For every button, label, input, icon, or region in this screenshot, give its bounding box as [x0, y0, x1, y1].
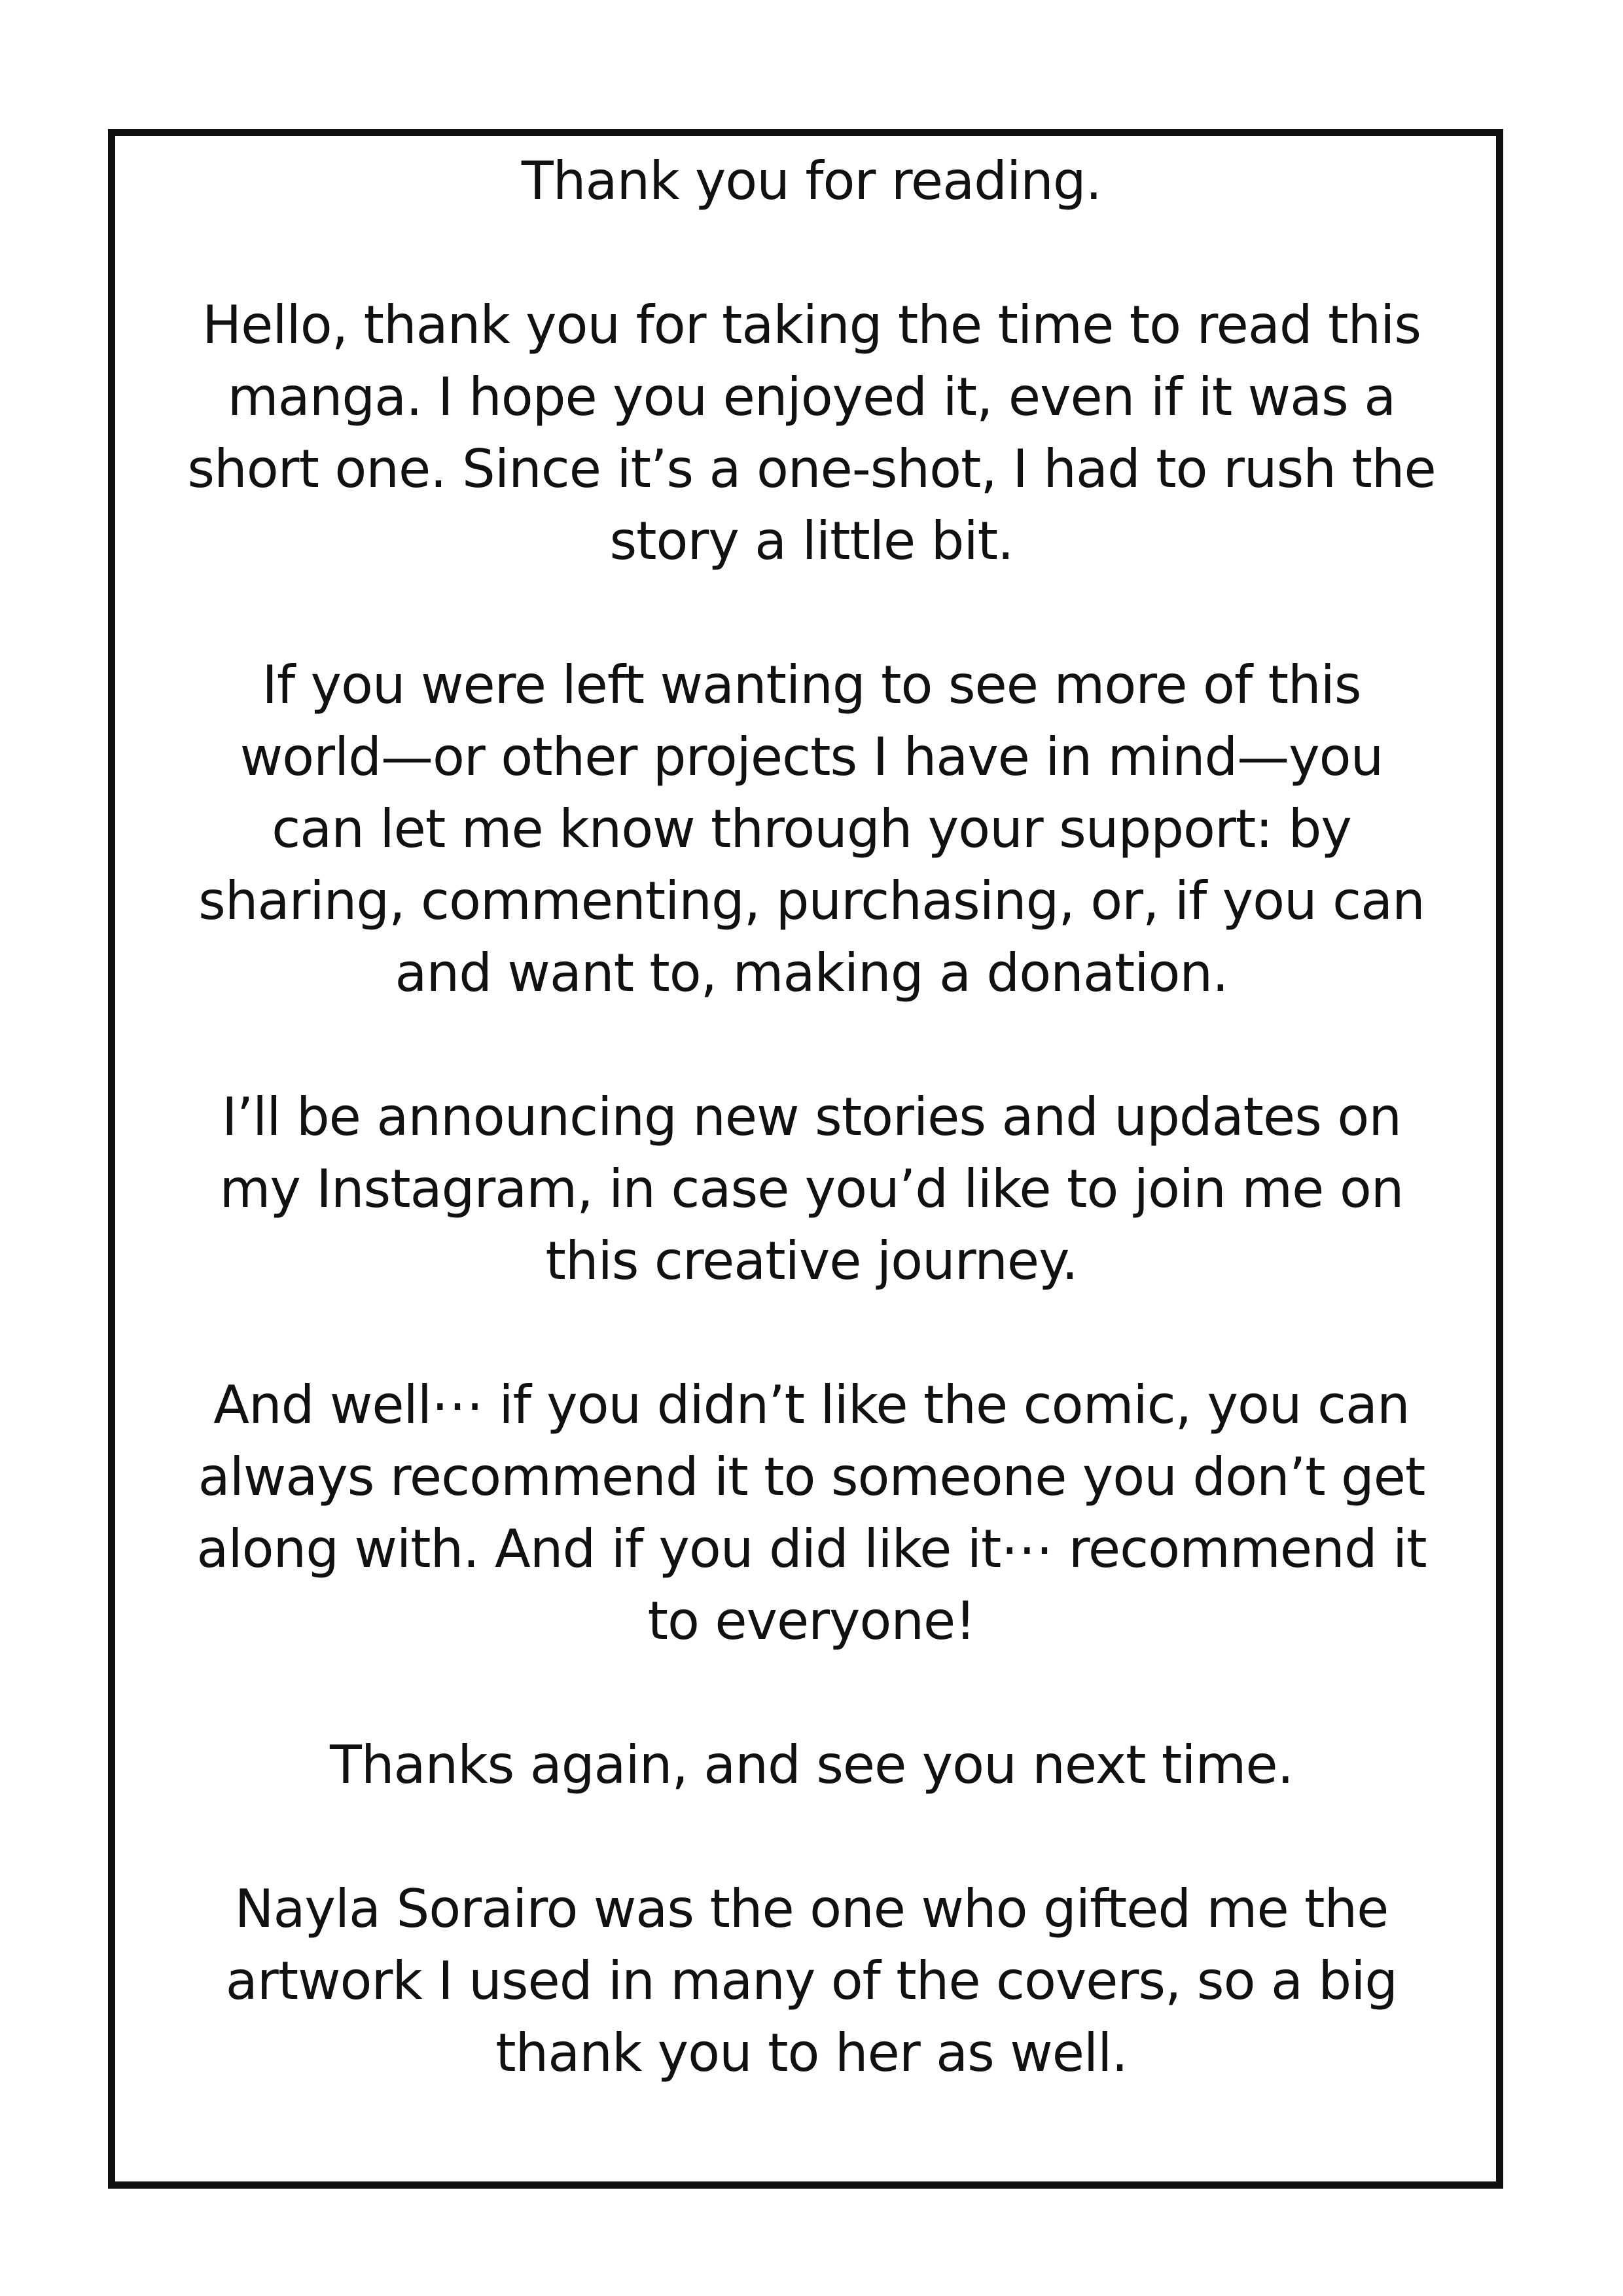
- text-line: Hello, thank you for taking the time to read this: [202, 295, 1421, 355]
- text-line: Thanks again, and see you next time.: [329, 1734, 1294, 1795]
- text-line: artwork I used in many of the covers, so a big: [225, 1950, 1398, 2011]
- paragraph-thanks: [137, 1729, 1486, 1801]
- paragraph-gap: [137, 1801, 1486, 1873]
- paragraph-gap: [137, 217, 1486, 289]
- text-line: short one. Since it’s a one-shot, I had to rush the: [187, 439, 1436, 499]
- afterword-text: [137, 145, 1486, 2089]
- text-line: I’ll be announcing new stories and updates on: [221, 1086, 1402, 1147]
- text-line: world—or other projects I have in mind—you: [240, 726, 1383, 787]
- text-line: always recommend it to someone you don’t get: [198, 1446, 1425, 1507]
- paragraph-gap: [137, 1297, 1486, 1369]
- paragraph-gap: [137, 577, 1486, 649]
- text-line: thank you to her as well.: [495, 2022, 1128, 2083]
- paragraph-greeting: [137, 289, 1486, 577]
- paragraph-support: [137, 649, 1486, 1009]
- page-title: Thank you for reading.: [521, 151, 1102, 211]
- text-line: If you were left wanting to see more of this: [262, 655, 1361, 715]
- text-line: to everyone!: [647, 1590, 976, 1651]
- text-line: And well⋯ if you didn’t like the comic, you can: [213, 1374, 1410, 1435]
- text-line: manga. I hope you enjoyed it, even if it was a: [227, 367, 1396, 427]
- text-line: sharing, commenting, purchasing, or, if you can: [198, 870, 1425, 931]
- paragraph-credits: [137, 1873, 1486, 2089]
- text-line: Nayla Sorairo was the one who gifted me the: [234, 1878, 1389, 1939]
- text-line: along with. And if you did like it⋯ recommend it: [196, 1518, 1427, 1579]
- paragraph-instagram: [137, 1081, 1486, 1297]
- text-line: my Instagram, in case you’d like to join me on: [219, 1158, 1404, 1219]
- paragraph-recommend: [137, 1369, 1486, 1657]
- paragraph-gap: [137, 1657, 1486, 1729]
- text-line: story a little bit.: [609, 511, 1014, 571]
- text-line: and want to, making a donation.: [395, 942, 1228, 1003]
- paragraph-gap: [137, 1009, 1486, 1081]
- text-line: can let me know through your support: by: [272, 798, 1351, 859]
- text-line: this creative journey.: [545, 1230, 1078, 1291]
